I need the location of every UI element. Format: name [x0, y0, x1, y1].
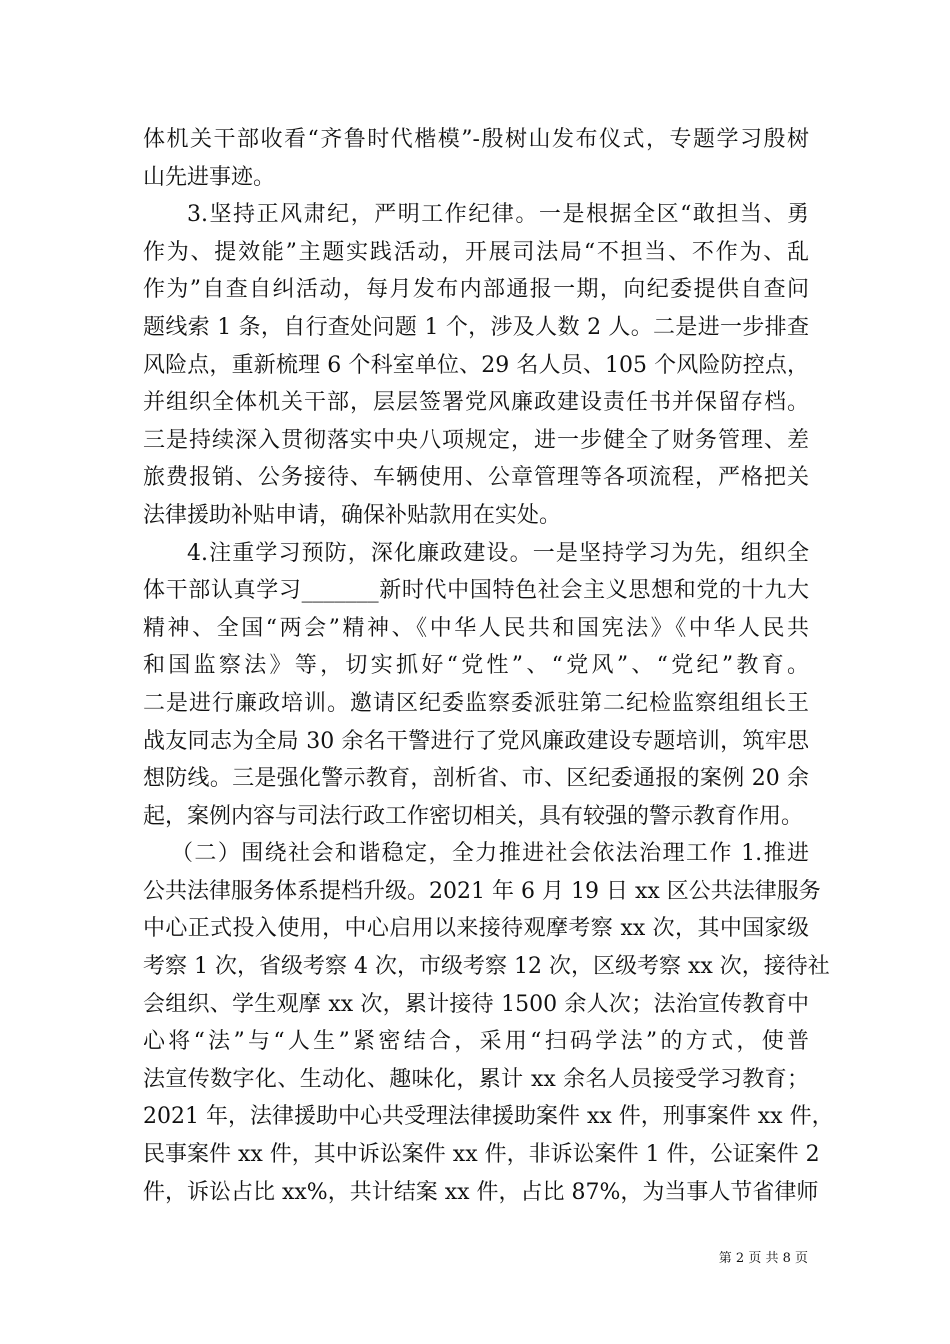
text-line: 3.坚持正风肃纪，严明工作纪律。一是根据全区“敢担当、勇 — [187, 202, 809, 228]
text-line: 三是持续深入贯彻落实中央八项规定，进一步健全了财务管理、差 — [143, 427, 809, 453]
text-line: 件，诉讼占比 xx%，共计结案 xx 件，占比 87%，为当事人节省律师 — [143, 1179, 819, 1205]
document-body — [143, 121, 834, 1211]
text-line: 起，案例内容与司法行政工作密切相关，具有较强的警示教育作用。 — [143, 803, 804, 829]
text-line: 作为、提效能”主题实践活动，开展司法局“不担当、不作为、乱 — [143, 239, 809, 265]
text-line: 战友同志为全局 30 余名干警进行了党风廉政建设专题培训，筑牢思 — [143, 728, 809, 754]
text-line: 并组织全体机关干部，层层签署党风廉政建设责任书并保留存档。 — [143, 390, 809, 416]
text-line: 作为”自查自纠活动，每月发布内部通报一期，向纪委提供自查问 — [143, 277, 809, 303]
text-line: 2021 年，法律援助中心共受理法律援助案件 xx 件，刑事案件 xx 件， — [143, 1104, 834, 1130]
text-line: 和国监察法》等，切实抓好“党性”、“党风”、“党纪”教育。 — [143, 653, 809, 679]
text-line: 题线索 1 条，自行查处问题 1 个，涉及人数 2 人。二是进一步排查 — [143, 314, 809, 340]
text-line: 旅费报销、公务接待、车辆使用、公章管理等各项流程，严格把关 — [143, 465, 809, 491]
text-line: 会组织、学生观摩 xx 次，累计接待 1500 余人次；法治宣传教育中 — [143, 991, 809, 1017]
text-line: 4.注重学习预防，深化廉政建设。一是坚持学习为先，组织全 — [187, 540, 809, 566]
text-line: 法律援助补贴申请，确保补贴款用在实处。 — [143, 502, 562, 528]
text-line: 考察 1 次，省级考察 4 次，市级考察 12 次，区级考察 xx 次，接待社 — [143, 954, 830, 980]
text-line: 体干部认真学习_______新时代中国特色社会主义思想和党的十九大 — [143, 578, 809, 604]
text-line: 山先进事迹。 — [143, 164, 276, 190]
text-line: 二是进行廉政培训。邀请区纪委监察委派驻第二纪检监察组组长王 — [143, 690, 809, 716]
text-line: 法宣传数字化、生动化、趣味化，累计 xx 余名人员接受学习教育； — [143, 1066, 809, 1092]
text-line: 体机关干部收看“齐鲁时代楷模”-殷树山发布仪式，专题学习殷树 — [143, 127, 809, 152]
text-line: 民事案件 xx 件，其中诉讼案件 xx 件，非诉讼案件 1 件，公证案件 2 — [143, 1142, 820, 1168]
page-number: 第 2 页 共 8 页 — [718, 1251, 808, 1266]
text-line: 公共法律服务体系提档升级。2021 年 6 月 19 日 xx 区公共法律服务 — [143, 878, 821, 904]
text-line: 精神、全国“两会”精神、《中华人民共和国宪法》《中华人民共 — [143, 615, 809, 641]
text-line: 想防线。三是强化警示教育，剖析省、市、区纪委通报的案例 20 余 — [143, 766, 809, 792]
text-line: （二）围绕社会和谐稳定，全力推进社会依法治理工作 1.推进 — [171, 841, 809, 867]
text-line: 风险点，重新梳理 6 个科室单位、29 名人员、105 个风险防控点， — [143, 352, 809, 378]
text-line: 心将“法”与“人生”紧密结合，采用“扫码学法”的方式，使普 — [143, 1029, 809, 1055]
text-line: 中心正式投入使用，中心启用以来接待观摩考察 xx 次，其中国家级 — [143, 916, 809, 942]
